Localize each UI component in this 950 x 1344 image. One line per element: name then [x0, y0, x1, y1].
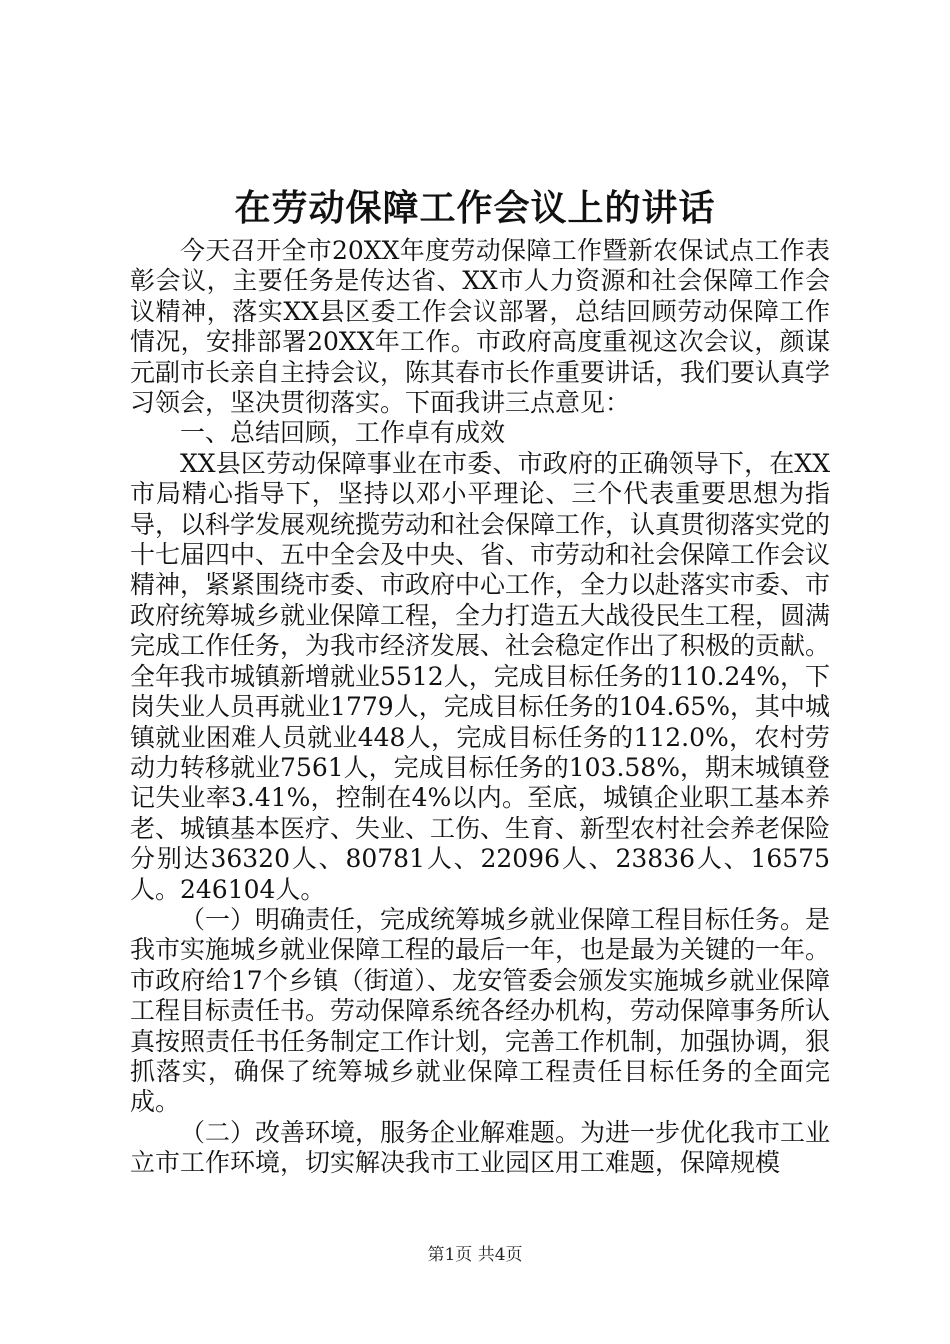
paragraph-subsection-2: （二）改善环境，服务企业解难题。为进一步优化我市工业立市工作环境，切实解决我市工业园区用工难题，保障规模: [130, 1117, 831, 1178]
page-number-footer: 第1页 共4页: [427, 1245, 523, 1265]
document-body: [130, 236, 830, 1179]
section-heading-1: 一、总结回顾，工作卓有成效: [180, 418, 506, 448]
paragraph-intro: 今天召开全市20XX年度劳动保障工作暨新农保试点工作表彰会议，主要任务是传达省、XX市人力资源和社会保障工作会议精神，落实XX县区委工作会议部署，总结回顾劳动保障工作情况，安排部署20XX年工作。市政府高度重视这次会议，颜谋元副市长亲自主持会议，陈其春市长作重要讲话，我们要认真学习领会，坚决贯彻落实。下面我讲三点意见：: [130, 236, 831, 418]
paragraph-subsection-1: （一）明确责任，完成统筹城乡就业保障工程目标任务。是我市实施城乡就业保障工程的最后一年，也是最为关键的一年。市政府给17个乡镇（街道）、龙安管委会颁发实施城乡就业保障工程目标责任书。劳动保障系统各经办机构，劳动保障事务所认真按照责任书任务制定工作计划，完善工作机制，加强协调，狠抓落实，确保了统筹城乡就业保障工程责任目标任务的全面完成。: [130, 904, 831, 1117]
paragraph-summary: XX县区劳动保障事业在市委、市政府的正确领导下，在XX市局精心指导下，坚持以邓小平理论、三个代表重要思想为指导，以科学发展观统揽劳动和社会保障工作，认真贯彻落实党的十七届四中、五中全会及中央、省、市劳动和社会保障工作会议精神，紧紧围绕市委、市政府中心工作，全力以赴落实市委、市政府统筹城乡就业保障工程，全力打造五大战役民生工程，圆满完成工作任务，为我市经济发展、社会稳定作出了积极的贡献。全年我市城镇新增就业5512人，完成目标任务的110.24%，下岗失业人员再就业1779人，完成目标任务的104.65%，其中城镇就业困难人员就业448人，完成目标任务的112.0%，农村劳动力转移就业7561人，完成目标任务的103.58%，期末城镇登记失业率3.41%，控制在4%以内。至底，城镇企业职工基本养老、城镇基本医疗、失业、工伤、生育、新型农村社会养老保险分别达36320人、80781人、22096人、23836人、16575人。246104人。: [130, 448, 831, 904]
document-title: 在劳动保障工作会议上的讲话: [234, 187, 716, 229]
